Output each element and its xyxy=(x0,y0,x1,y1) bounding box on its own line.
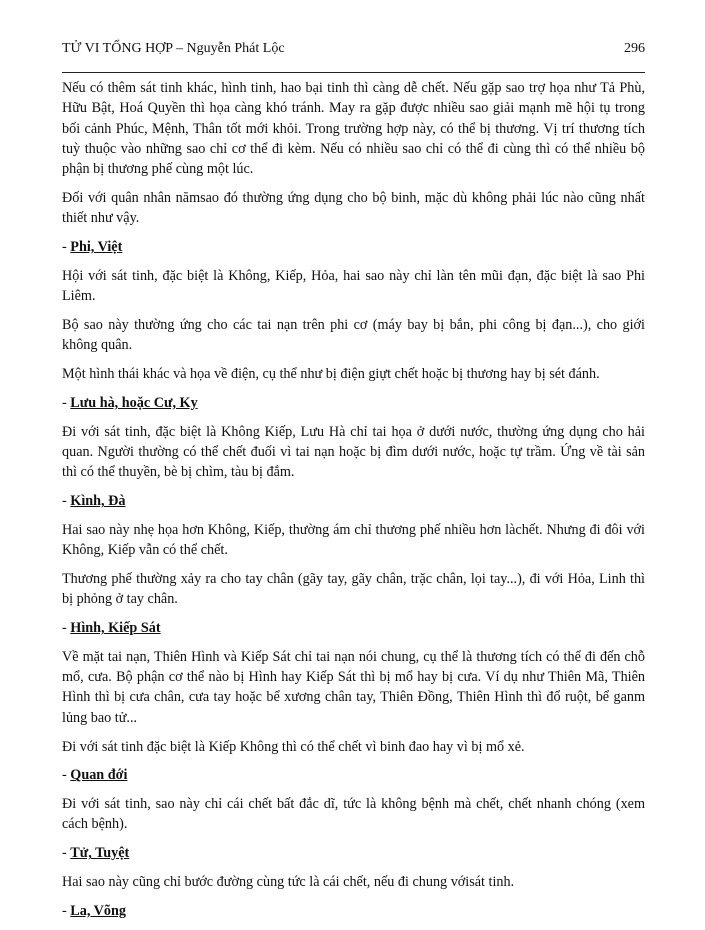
paragraph: Nếu có thêm sát tinh khác, hình tinh, hao bại tinh thì càng dễ chết. Nếu gặp sao trợ họa như Tả Phù, Hữu Bật, Hoá Quyền thì họa càng khó tránh. May ra gặp được nhiều sao giải mạnh mẽ hội tụ trong bối cảnh Phúc, Mệnh, Thân tốt mới khỏi. Trong trường hợp này, có thể bị thương. Vị trí thương tích tuỳ thuộc vào những sao chỉ cơ thể đi kèm. Nếu có nhiều sao chỉ có thể đi cùng thì có thể nhiều bộ phận bị thương phế cùng một lúc. xyxy=(62,80,645,178)
heading-dash: - xyxy=(62,620,71,637)
section-heading xyxy=(62,237,645,257)
heading-text: Phi, Việt xyxy=(70,239,123,256)
header-rule xyxy=(62,72,645,73)
heading-dash: - xyxy=(62,767,71,784)
heading-text: Hình, Kiếp Sát xyxy=(70,620,161,637)
paragraph: Đi với sát tinh đặc biệt là Kiếp Không thì có thể chết vì binh đao hay vì bị mổ xẻ. xyxy=(62,738,525,755)
heading-text: Lưu hà, hoặc Cư, Ky xyxy=(70,394,198,411)
paragraph: Hai sao này nhẹ họa hơn Không, Kiếp, thường ám chỉ thương phế nhiều hơn làchết. Nhưng đi đôi với Không, Kiếp vẫn có thể chết. xyxy=(62,521,645,559)
section-heading xyxy=(62,618,645,638)
section-heading xyxy=(62,843,645,863)
heading-text: Quan đới xyxy=(70,767,128,784)
heading-text: Tử, Tuyệt xyxy=(70,845,130,862)
heading-dash: - xyxy=(62,845,71,862)
section-heading xyxy=(62,491,645,511)
section-heading xyxy=(62,901,645,921)
heading-dash: - xyxy=(62,493,71,510)
paragraph: Đối với quân nhân nămsao đó thường ứng dụng cho bộ binh, mặc dù không phải lúc nào cũng nhất thiết như vậy. xyxy=(62,189,645,227)
heading-dash: - xyxy=(62,239,71,256)
page-body xyxy=(62,78,645,930)
heading-dash: - xyxy=(62,394,71,411)
paragraph: Về mặt tai nạn, Thiên Hình và Kiếp Sát chỉ tai nạn nói chung, cụ thể là thương tích có thể đi đến chỗ mổ, cưa. Bộ phận cơ thể nào bị Hình hay Kiếp Sát thì bị mổ hay bị cưa. Ví dụ như Thiên Mã, Thiên Hình thì bị cưa chân, cưa tay hoặc bể xương chân tay, Thiên Đồng, Thiên Hình thì đổ ruột, bể ganm lủng bao tử... xyxy=(62,648,645,726)
paragraph: Đi với sát tinh, đặc biệt là Không Kiếp, Lưu Hà chỉ tai họa ở dưới nước, thường ứng dụng cho hải quan. Người thường có thể chết đuối vì tai nạn hoặc bị đìm dưới nước, hoặc tự trầm. Ứng về tài sản thì có thể thuyền, bè bị chìm, tàu bị đắm. xyxy=(62,423,645,481)
paragraph: Đi với sát tinh, sao này chỉ cái chết bất đắc dĩ, tức là không bệnh mà chết, chết nhanh chóng (xem cách bệnh). xyxy=(62,796,645,833)
running-title: TỬ VI TỔNG HỢP – Nguyễn Phát Lộc xyxy=(62,41,285,56)
paragraph: Hội với sát tinh, đặc biệt là Không, Kiếp, Hỏa, hai sao này chỉ làn tên mũi đạn, đặc biệt là sao Phi Liêm. xyxy=(62,267,645,305)
paragraph: Một hình thái khác và họa về điện, cụ thể như bị điện giựt chết hoặc bị thương hay bị sét đánh. xyxy=(62,366,600,383)
heading-text: La, Võng xyxy=(70,902,126,919)
section-heading xyxy=(62,765,645,785)
paragraph: Thương phế thường xảy ra cho tay chân (gãy tay, gãy chân, trặc chân, lọi tay...), đi với Hỏa, Linh thì bị phỏng ở tay chân. xyxy=(62,570,645,608)
page-header xyxy=(62,41,645,57)
page-number: 296 xyxy=(624,41,645,56)
section-heading xyxy=(62,393,645,413)
heading-text: Kình, Đà xyxy=(70,493,126,510)
paragraph: Hai sao này cũng chỉ bước đường cùng tức là cái chết, nếu đi chung vớisát tinh. xyxy=(62,874,515,890)
heading-dash: - xyxy=(62,902,71,919)
paragraph: Bộ sao này thường ứng cho các tai nạn trên phi cơ (máy bay bị bắn, phi công bị đạn...), cho giới không quân. xyxy=(62,316,645,354)
